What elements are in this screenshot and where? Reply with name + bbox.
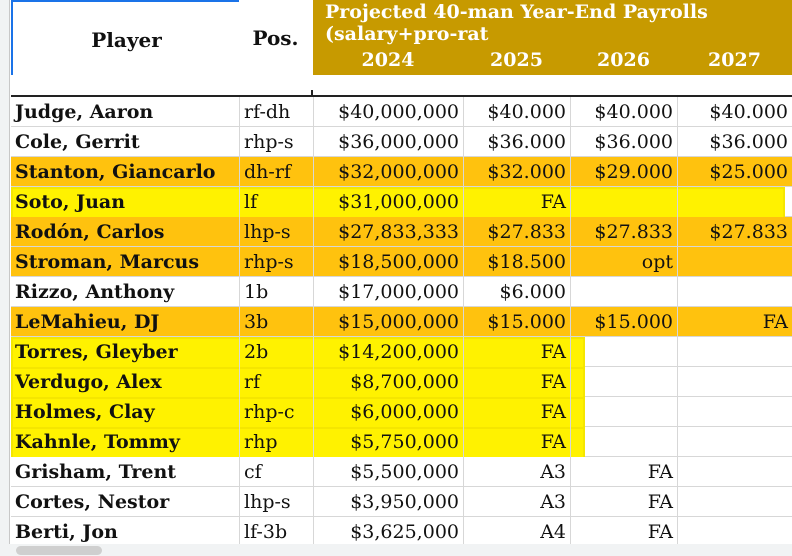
cell-y2024[interactable]: $3,625,000 xyxy=(313,517,463,547)
cell-y2026[interactable]: $27.833 xyxy=(570,217,677,247)
cell-y2026[interactable] xyxy=(570,397,677,427)
cell-pos[interactable]: lf xyxy=(239,187,312,217)
cell-y2026[interactable]: FA xyxy=(570,517,677,547)
cell-y2025[interactable]: A3 xyxy=(463,487,570,517)
cell-y2026[interactable]: FA xyxy=(570,457,677,487)
year-header-2024[interactable]: 2024 xyxy=(313,45,463,75)
payroll-banner xyxy=(313,0,792,45)
row-gutter xyxy=(0,0,10,556)
pos-header-label: Pos. xyxy=(252,25,299,50)
horizontal-scrollbar[interactable] xyxy=(0,544,792,556)
cell-name[interactable]: Cole, Gerrit xyxy=(15,131,140,153)
cell-y2024[interactable]: $15,000,000 xyxy=(313,307,463,337)
cell-name[interactable]: Stroman, Marcus xyxy=(15,251,200,273)
spacer-row xyxy=(11,75,792,97)
cell-name[interactable]: Cortes, Nestor xyxy=(15,491,170,513)
cell-y2025[interactable]: $40.000 xyxy=(463,97,570,127)
cell-y2027[interactable] xyxy=(677,337,792,367)
cell-pos[interactable]: rhp-s xyxy=(239,127,312,157)
cell-y2025[interactable]: FA xyxy=(463,187,570,217)
cell-y2026[interactable]: $15.000 xyxy=(570,307,677,337)
cell-y2026[interactable] xyxy=(570,337,677,367)
cell-pos[interactable]: dh-rf xyxy=(239,157,312,187)
cell-y2027[interactable] xyxy=(677,457,792,487)
cell-y2025[interactable]: FA xyxy=(463,427,570,457)
payroll-banner-label: Projected 40-man Year-End Payrolls (salary+pro-rat xyxy=(325,0,708,45)
year-header-2027[interactable]: 2027 xyxy=(677,45,792,75)
cell-y2025[interactable]: $15.000 xyxy=(463,307,570,337)
cell-y2025[interactable]: $36.000 xyxy=(463,127,570,157)
cell-y2024[interactable]: $14,200,000 xyxy=(313,337,463,367)
cell-y2025[interactable]: A4 xyxy=(463,517,570,547)
cell-pos[interactable]: rhp-s xyxy=(239,247,312,277)
cell-y2026[interactable]: opt xyxy=(570,247,677,277)
cell-y2027[interactable]: $36.000 xyxy=(677,127,792,157)
cell-y2024[interactable]: $5,500,000 xyxy=(313,457,463,487)
cell-pos[interactable]: 1b xyxy=(239,277,312,307)
cell-y2027[interactable] xyxy=(677,397,792,427)
cell-y2027[interactable] xyxy=(677,187,792,217)
cell-y2024[interactable]: $5,750,000 xyxy=(313,427,463,457)
cell-y2025[interactable]: $32.000 xyxy=(463,157,570,187)
cell-pos[interactable]: lhp-s xyxy=(239,217,312,247)
cell-y2024[interactable]: $32,000,000 xyxy=(313,157,463,187)
cell-y2024[interactable]: $8,700,000 xyxy=(313,367,463,397)
cell-y2027[interactable]: $27.833 xyxy=(677,217,792,247)
cell-pos[interactable]: 2b xyxy=(239,337,312,367)
cell-y2026[interactable]: $40.000 xyxy=(570,97,677,127)
cell-y2024[interactable]: $6,000,000 xyxy=(313,397,463,427)
column-header-pos[interactable] xyxy=(239,0,312,75)
cell-y2027[interactable] xyxy=(677,517,792,547)
cell-y2025[interactable]: FA xyxy=(463,367,570,397)
cell-y2027[interactable] xyxy=(677,247,792,277)
cell-y2025[interactable]: $27.833 xyxy=(463,217,570,247)
cell-pos[interactable]: rhp-c xyxy=(239,397,312,427)
cell-name[interactable]: Rizzo, Anthony xyxy=(15,281,175,303)
cell-y2026[interactable] xyxy=(570,427,677,457)
cell-name[interactable]: Holmes, Clay xyxy=(15,401,155,423)
cell-y2026[interactable]: $36.000 xyxy=(570,127,677,157)
cell-y2024[interactable]: $27,833,333 xyxy=(313,217,463,247)
cell-y2025[interactable]: $6.000 xyxy=(463,277,570,307)
cell-y2025[interactable]: FA xyxy=(463,337,570,367)
cell-name[interactable]: Torres, Gleyber xyxy=(15,341,178,363)
cell-y2024[interactable]: $36,000,000 xyxy=(313,127,463,157)
cell-name[interactable]: Kahnle, Tommy xyxy=(15,431,180,453)
cell-y2024[interactable]: $17,000,000 xyxy=(313,277,463,307)
cell-pos[interactable]: cf xyxy=(239,457,312,487)
cell-name[interactable]: Judge, Aaron xyxy=(15,101,154,123)
cell-y2027[interactable] xyxy=(677,427,792,457)
cell-pos[interactable]: rhp xyxy=(239,427,312,457)
cell-y2027[interactable]: FA xyxy=(677,307,792,337)
cell-y2025[interactable]: $18.500 xyxy=(463,247,570,277)
cell-y2027[interactable] xyxy=(677,367,792,397)
cell-y2024[interactable]: $3,950,000 xyxy=(313,487,463,517)
cell-pos[interactable]: 3b xyxy=(239,307,312,337)
cell-y2026[interactable] xyxy=(570,187,677,217)
cell-y2027[interactable] xyxy=(677,277,792,307)
cell-y2027[interactable]: $40.000 xyxy=(677,97,792,127)
cell-name[interactable]: Soto, Juan xyxy=(15,191,126,213)
cell-y2024[interactable]: $31,000,000 xyxy=(313,187,463,217)
cell-y2025[interactable]: FA xyxy=(463,397,570,427)
cell-y2027[interactable] xyxy=(677,487,792,517)
scrollbar-thumb[interactable] xyxy=(16,546,102,555)
cell-y2026[interactable]: FA xyxy=(570,487,677,517)
player-header-label: Player xyxy=(91,27,162,52)
cell-name[interactable]: LeMahieu, DJ xyxy=(15,311,160,333)
cell-pos[interactable]: rf-dh xyxy=(239,97,312,127)
cell-y2026[interactable]: $29.000 xyxy=(570,157,677,187)
cell-pos[interactable]: rf xyxy=(239,367,312,397)
cell-pos[interactable]: lf-3b xyxy=(239,517,312,547)
cell-name[interactable]: Verdugo, Alex xyxy=(15,371,162,393)
year-header-2025[interactable]: 2025 xyxy=(463,45,570,75)
column-header-player[interactable] xyxy=(11,0,242,79)
cell-pos[interactable]: lhp-s xyxy=(239,487,312,517)
cell-name[interactable]: Rodón, Carlos xyxy=(15,221,165,243)
cell-name[interactable]: Stanton, Giancarlo xyxy=(15,161,216,183)
cell-name[interactable]: Grisham, Trent xyxy=(15,461,177,483)
year-header-2026[interactable]: 2026 xyxy=(570,45,677,75)
cell-y2026[interactable] xyxy=(570,277,677,307)
cell-y2024[interactable]: $18,500,000 xyxy=(313,247,463,277)
cell-y2024[interactable]: $40,000,000 xyxy=(313,97,463,127)
cell-name[interactable]: Berti, Jon xyxy=(15,521,118,543)
cell-y2027[interactable]: $25.000 xyxy=(677,157,792,187)
cell-y2026[interactable] xyxy=(570,367,677,397)
cell-y2025[interactable]: A3 xyxy=(463,457,570,487)
